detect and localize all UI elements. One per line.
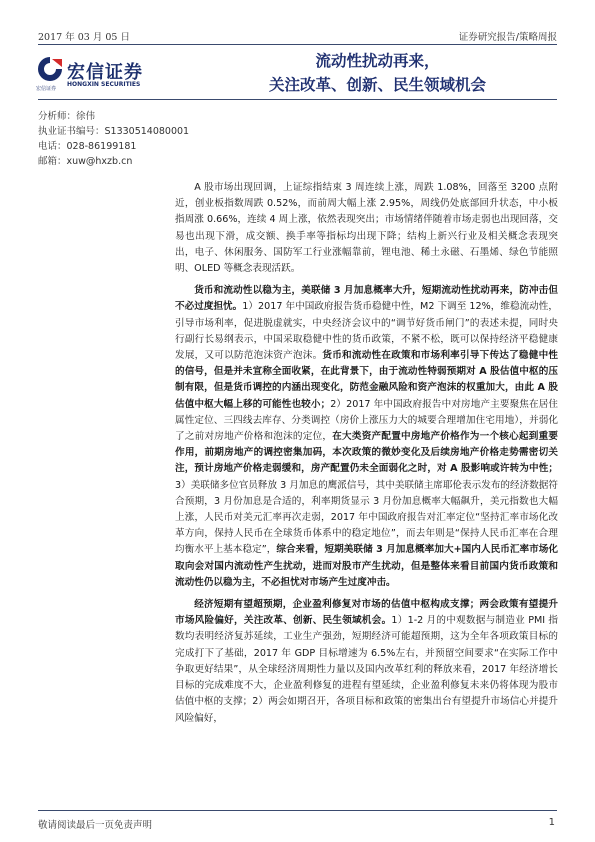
paragraph-economy	[175, 597, 558, 727]
header-divider	[38, 44, 557, 45]
logo-name-cn: 宏信证券	[67, 62, 143, 83]
body-text: 2）2017 年中国政府报告中对房地产主要聚焦在居住属性定位、三四线去库存、分类调控（房价上涨压力大的城要合理增加住宅用地），并弱化了之前对房地产价格和泡沫的定位，	[175, 398, 558, 443]
company-logo	[36, 55, 166, 91]
footer-divider	[38, 810, 557, 811]
bold-text: 综合来看，短期美联储 3 月加息概率加大+国内人民币汇率市场化取向会对国内流动性产生扰动，进而对股市产生扰动，但是整体来看目前国内货币政策和流动性仍以稳为主，不必担忧对市场产生过度冲击。	[175, 544, 558, 588]
report-type: 证券研究报告/策略周报	[458, 32, 557, 43]
disclaimer-notice: 敬请阅读最后一页免责声明	[38, 820, 153, 831]
analyst-email[interactable]: 邮箱：xuw@hxzb.cn	[38, 156, 133, 167]
bold-text: 货币和流动性以稳为主，美联储 3 月加息概率大升，短期流动性扰动再来，防冲击但不必过度担忧。	[175, 285, 558, 313]
analyst-phone: 电话：028-86199181	[38, 141, 137, 152]
paragraph-market: A 股市场出现回调，上证综指结束 3 周连续上涨，周跌 1.08%，回落至 3200 点附近，创业板指数周跌 0.52%，而前周大幅上涨 2.95%，周线仍处底部回升状态，中小板指周涨 0.66%，连续 4 周上涨，依然表现突出；市场情绪伴随着市场走弱也出现回落，交易也出现下滑，成交额、换手率等指标均出现下降；结构上新兴行业及相关概念表现突出，电子、休闲服务、国防军工行业涨幅靠前，锂电池、稀土永磁、石墨烯、绿色节能照明、OLED 等概念表现活跃。	[175, 182, 558, 275]
paragraph-liquidity	[175, 283, 558, 591]
report-date: 2017 年 03 月 05 日	[38, 32, 130, 43]
analyst-cert: 执业证书编号：S1330514080001	[38, 126, 190, 137]
page-number: 1	[548, 817, 555, 828]
analyst-name: 分析师：徐伟	[38, 111, 96, 122]
bold-text: 经济短期有望超预期，企业盈利修复对市场的估值中枢构成支撑；两会政策有望提升市场风险偏好，关注改革、创新、民生领域机会。	[175, 599, 558, 627]
body-text: 1）2017 年中国政府报告货币稳健中性，M2 下调至 12%，维稳流动性，引导市场利率，促进脱虚就实，中央经济会议中的“调节好货币闸门”的表述未提，同时央行副行长易纲表示，中国采取稳健中性的货币政策，不紧不松，既可以保持经济平稳健康发展，又可以防范泡沫资产泡沫。	[175, 301, 559, 362]
logo-name-en: HONGXIN SECURITIES	[67, 81, 141, 88]
bold-text: 货币和流动性在政策和市场利率引导下传达了稳健中性的信号，但是并未宣称全面收紧，在此背景下，由于流动性特弱预期对 A 股估值中枢的压制有限，但是货币调控的内涵出现变化，防范金融风险和资产泡沫的权重加大，由此 A 股估值中枢大幅上移的可能性也较小；	[175, 350, 559, 410]
title-divider	[38, 99, 557, 100]
logo-mark-icon	[36, 55, 64, 83]
report-title-line2: 关注改革、创新、民生领域机会	[268, 75, 486, 94]
body-text: 1）1-2 月的中观数据与制造业 PMI 指数均表明经济复苏延续，工业生产强劲，短期经济可能超预期，这为全年各项政策目标的完成打下了基础，2017 年 GDP 目标增速为 6.5%左右，并预留空间要求“在实际工作中争取更好结果”，从全球经济周期性力量以及国内改革红利的释放来看，2017 年经济增长目标的完成难度不大，企业盈利修复的进程有望延续，企业盈利修复未来仍将体现为股市估值中枢的支撑；2）两会如期召开，各项目标和政策的密集出台有望提升市场信心并提升风险偏好，	[175, 615, 558, 724]
body-text: 3）美联储多位官员释放 3 月加息的鹰派信号，其中美联储主席耶伦表示发布的经济数据符合预期，3 月份加息是合适的，利率期货显示 3 月份加息概率大幅飙升，美元指数也大幅上涨，人民币对美元汇率再次走弱，2017 年中国政府报告对汇率定位“坚持汇率市场化改革方向，保持人民币在全球货币体系中的稳定地位”，而去年则是“保持人民币汇率在合理均衡水平上基本稳定”，	[175, 479, 558, 556]
bold-text: 在大类资产配置中房地产价格作为一个核心起到重要作用，前期房地产的调控密集加码，本次政策的微妙变化及后续房地产价格走势需密切关注，预计房地产价格走弱缓和，房产配置仍未全面弱化之时，对 A 股影响或许转为中性；	[175, 431, 559, 475]
logo-small-cn: 宏信证券	[36, 86, 57, 92]
report-title-line1: 流动性扰动再来，	[315, 51, 440, 70]
report-body	[175, 180, 558, 733]
